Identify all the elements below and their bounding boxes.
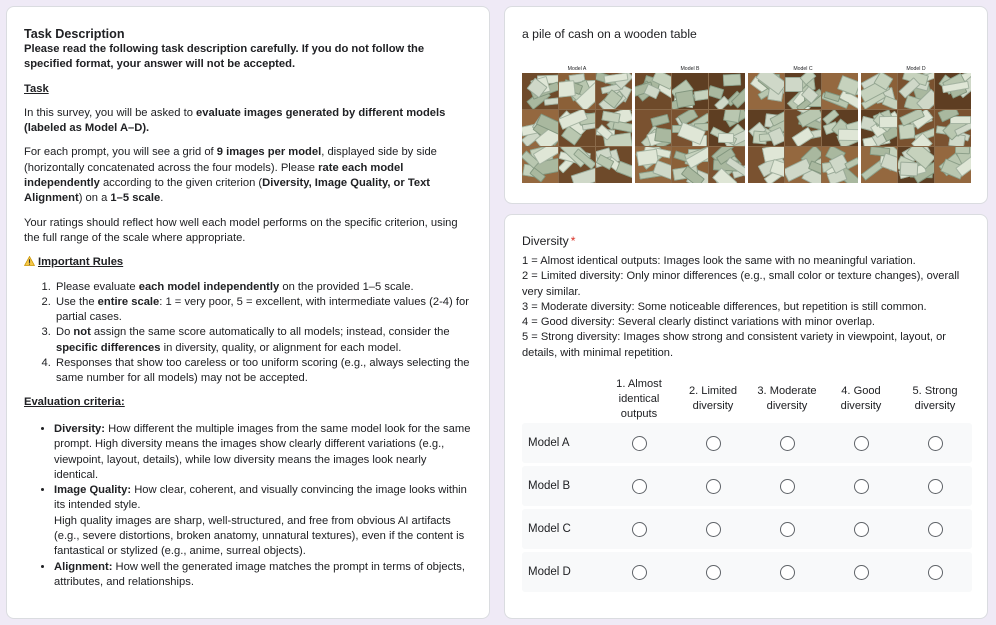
model-label: Model D: [906, 66, 926, 72]
generated-image: [822, 110, 858, 146]
task-heading: Task: [24, 82, 49, 95]
required-mark: *: [570, 234, 576, 248]
grid-row-model-a: [522, 423, 972, 463]
model-b-images: [635, 66, 745, 184]
generated-image: [559, 110, 595, 146]
model-image-strip: [522, 66, 971, 184]
grid-header: [522, 375, 972, 423]
generated-image: [898, 147, 934, 183]
diversity-question-card: [504, 214, 988, 619]
model-label: Model B: [680, 66, 700, 72]
generated-image: [822, 73, 858, 109]
generated-image: [635, 110, 671, 146]
image-grid: [861, 73, 971, 183]
radio-model-a-3[interactable]: [780, 436, 795, 451]
task-paragraph-3: Your ratings should reflect how well each model performs on the specific criterion, using the full range of the scale where appropriate.: [24, 216, 458, 244]
criterion-image-quality: • Image Quality: How clear, coherent, and visually convincing the image looks within its intended style. High quality images are sharp, well-structured, and free from obvious AI artifacts (e.g., severe distortions, broken anatomy, unnatural textures), even if the content is fantastical or stylized (e.g., anime, surreal objects).: [54, 483, 472, 559]
generated-image: [822, 147, 858, 183]
generated-image: [709, 110, 745, 146]
criteria-heading: Evaluation criteria:: [24, 395, 125, 408]
image-grid: [522, 73, 632, 183]
grid-row-model-c: [522, 509, 972, 549]
generated-image: [898, 110, 934, 146]
column-header: 5. Strong diversity: [912, 385, 958, 412]
radio-model-d-2[interactable]: [706, 565, 721, 580]
radio-model-c-5[interactable]: [928, 522, 943, 537]
radio-model-a-5[interactable]: [928, 436, 943, 451]
radio-model-d-5[interactable]: [928, 565, 943, 580]
prompt-text: a pile of cash on a wooden table: [522, 27, 697, 41]
generated-image: [748, 147, 784, 183]
radio-model-c-4[interactable]: [854, 522, 869, 537]
generated-image: [635, 147, 671, 183]
scale-description: 1 = Almost identical outputs: Images look the same with no meaningful variation.: [522, 255, 916, 267]
generated-image: [861, 147, 897, 183]
radio-model-b-4[interactable]: [854, 479, 869, 494]
generated-image: [748, 110, 784, 146]
generated-image: [709, 73, 745, 109]
row-label: Model B: [528, 480, 571, 492]
model-label: Model C: [793, 66, 813, 72]
generated-image: [935, 147, 971, 183]
generated-image: [635, 73, 671, 109]
criteria-list: [24, 422, 472, 590]
rule-item: 3. Do not assign the same score automatically to all models; instead, consider the specific differences in diversity, quality, or alignment for each model.: [54, 325, 472, 356]
radio-model-a-4[interactable]: [854, 436, 869, 451]
warning-icon: [24, 256, 35, 266]
radio-model-d-1[interactable]: [632, 565, 647, 580]
prompt-card: [504, 6, 988, 204]
task-title: Task Description: [24, 27, 125, 41]
rule-item: 2. Use the entire scale: 1 = very poor, 5 = excellent, with intermediate values (2-4) for partial cases.: [54, 295, 472, 326]
image-grid: [635, 73, 745, 183]
generated-image: [935, 73, 971, 109]
model-d-images: [861, 66, 971, 184]
scale-description: 3 = Moderate diversity: Some noticeable differences, but repetition is still common.: [522, 300, 927, 313]
generated-image: [785, 73, 821, 109]
model-c-images: [748, 66, 858, 184]
row-label: Model C: [528, 523, 571, 535]
radio-model-c-1[interactable]: [632, 522, 647, 537]
generated-image: [522, 147, 558, 183]
task-description-card: [6, 6, 490, 619]
scale-description: 5 = Strong diversity: Images show strong and consistent variety in viewpoint, layout, or details, with minimal repetition.: [522, 331, 946, 359]
generated-image: [672, 147, 708, 183]
generated-image: [861, 73, 897, 109]
generated-image: [559, 73, 595, 109]
radio-model-a-2[interactable]: [706, 436, 721, 451]
generated-image: [596, 110, 632, 146]
model-a-images: [522, 66, 632, 184]
generated-image: [522, 73, 558, 109]
radio-model-b-2[interactable]: [706, 479, 721, 494]
generated-image: [522, 110, 558, 146]
column-header: 3. Moderate diversity: [757, 385, 817, 412]
radio-model-c-3[interactable]: [780, 522, 795, 537]
generated-image: [596, 73, 632, 109]
radio-model-b-3[interactable]: [780, 479, 795, 494]
generated-image: [596, 147, 632, 183]
scale-description: 4 = Good diversity: Several clearly distinct variations with minor overlap.: [522, 316, 875, 329]
criterion-alignment: • Alignment: How well the generated image matches the prompt in terms of objects, attributes, and relationships.: [54, 560, 472, 591]
radio-model-d-4[interactable]: [854, 565, 869, 580]
radio-model-b-5[interactable]: [928, 479, 943, 494]
generated-image: [861, 110, 897, 146]
rules-list: [24, 280, 472, 387]
radio-model-a-1[interactable]: [632, 436, 647, 451]
rule-item: 4. Responses that show too careless or too uniform scoring (e.g., always selecting the same number for all models) may not be accepted.: [54, 356, 472, 387]
generated-image: [559, 147, 595, 183]
generated-image: [785, 110, 821, 146]
generated-image: [709, 147, 745, 183]
question-title: Diversity *: [522, 234, 576, 248]
radio-model-d-3[interactable]: [780, 565, 795, 580]
generated-image: [748, 73, 784, 109]
rules-heading: Important Rules: [24, 255, 472, 270]
task-lead: Please read the following task description carefully. If you do not follow the specified format, your answer will not be accepted.: [24, 43, 425, 71]
grid-row-model-d: [522, 552, 972, 592]
row-label: Model A: [528, 437, 570, 449]
model-label: Model A: [567, 66, 587, 72]
generated-image: [935, 110, 971, 146]
radio-model-b-1[interactable]: [632, 479, 647, 494]
image-grid: [748, 73, 858, 183]
generated-image: [785, 147, 821, 183]
task-paragraph-1: In this survey, you will be asked to evaluate images generated by different models (labeled as Model A–D).: [24, 106, 446, 135]
generated-image: [672, 110, 708, 146]
scale-description: 2 = Limited diversity: Only minor differences (e.g., small color or texture changes), overall very similar.: [522, 270, 960, 298]
task-paragraph-2: For each prompt, you will see a grid of 9 images per model, displayed side by side (horizontally concatenated across the four models). Please rate each model independently according to the given criterion (Diversity, Image Quality, or Text Alignment) on a 1–5 scale.: [24, 146, 437, 205]
radio-model-c-2[interactable]: [706, 522, 721, 537]
generated-image: [898, 73, 934, 109]
column-header: 4. Good diversity: [840, 385, 882, 412]
criterion-diversity: • Diversity: How different the multiple images from the same model look for the same prompt. High diversity means the images show clearly different variations (e.g., viewpoint, layout, details), while low diversity means the images look nearly identical.: [54, 422, 472, 483]
rule-item: 1. Please evaluate each model independently on the provided 1–5 scale.: [54, 280, 472, 295]
row-label: Model D: [528, 566, 571, 578]
grid-row-model-b: [522, 466, 972, 506]
rating-grid: [522, 375, 972, 595]
column-header: 1. Almost identical outputs: [616, 377, 662, 420]
generated-image: [672, 73, 708, 109]
column-header: 2. Limited diversity: [688, 385, 738, 412]
